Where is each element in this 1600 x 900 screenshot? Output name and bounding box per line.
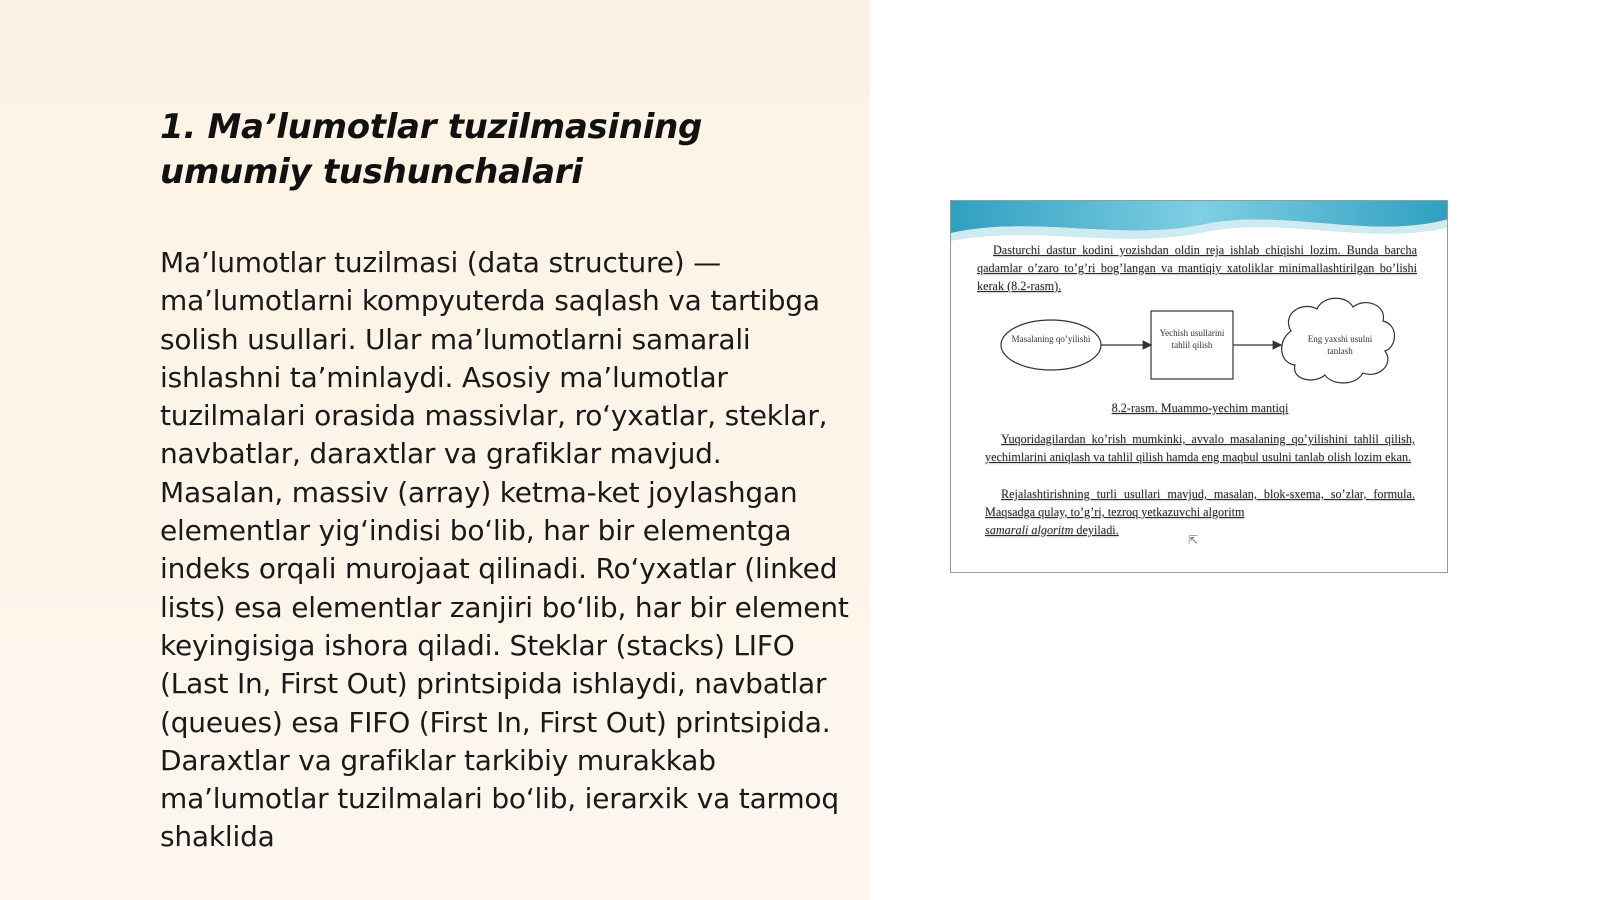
diagram-node3-label: Eng yaxshi usulni tanlash bbox=[1307, 334, 1373, 356]
slide-body-text: Ma’lumotlar tuzilmasi (data structure) — ma’lumotlarni kompyuterda saqlash va tartibga solish usullari. Ular ma’lumotlarni samarali ishlashni ta’minlaydi. Asosiy ma’lumotlar tuzilmalari orasida massivlar, ro‘yxatlar, steklar, navbatlar, daraxtlar va grafiklar mavjud. Masalan, massiv (array) ketma-ket joylashgan elementlar yig‘indisi bo‘lib, har bir elementga indeks orqali murojaat qilinadi. Ro‘yxatlar (linked lists) esa elementlar zanjiri bo‘lib, har bir element keyingisiga ishora qiladi. Steklar (stacks) LIFO (Last In, First Out) printsipida ishlaydi, navbatlar (queues) esa FIFO (First In, First Out) printsipida. Daraxtlar va grafiklar tarkibiy murakkab ma’lumotlar tuzilmalari bo‘lib, ierarxik va tarmoq shaklida bbox=[160, 246, 849, 854]
diagram-node1-label: Masalaning qo’yilishi bbox=[1011, 334, 1091, 344]
figure-intro-paragraph: Dasturchi dastur kodini yozishdan oldin reja ishlab chiqishi lozim. Bunda barcha qadamlar o’zaro to’g’ri bog’langan va mantiqiy xatoliklar minimallashtirilgan bo’lishi kerak (8.2-rasm). bbox=[977, 243, 1417, 293]
slide-title: 1. Ma’lumotlar tuzilmasining umumiy tushunchalari bbox=[160, 107, 703, 192]
figure-paragraph-2: Yuqoridagilardan ko’rish mumkinki, avvalo masalaning qo’yilishini tahlil qilish, yechimlarini aniqlash va tahlil qilish hamda eng maqbul usulni tanlab olish lozim ekan. bbox=[985, 432, 1415, 464]
mouse-cursor-icon: ⇱ bbox=[1188, 533, 1199, 547]
figure-caption: 8.2-rasm. Muammo-yechim mantiqi bbox=[1111, 401, 1289, 415]
figure-paragraph-3 bbox=[985, 485, 1415, 539]
figure-paragraph-3-end: deyiladi. bbox=[1073, 523, 1119, 537]
diagram-node2-label: Yechish usullarini tahlil qilish bbox=[1159, 328, 1225, 350]
diagram-node-ellipse bbox=[1001, 320, 1101, 370]
figure-paragraph-3-italic: samarali algoritm bbox=[985, 523, 1074, 537]
textbook-excerpt-image bbox=[950, 200, 1448, 573]
figure-paragraph-3-text: Rejalashtirishning turli usullari mavjud, masalan, blok-sxema, so’zlar, formula. Maqsadga qulay, to’g’ri, tezroq yetkazuvchi algoritm bbox=[985, 487, 1415, 519]
